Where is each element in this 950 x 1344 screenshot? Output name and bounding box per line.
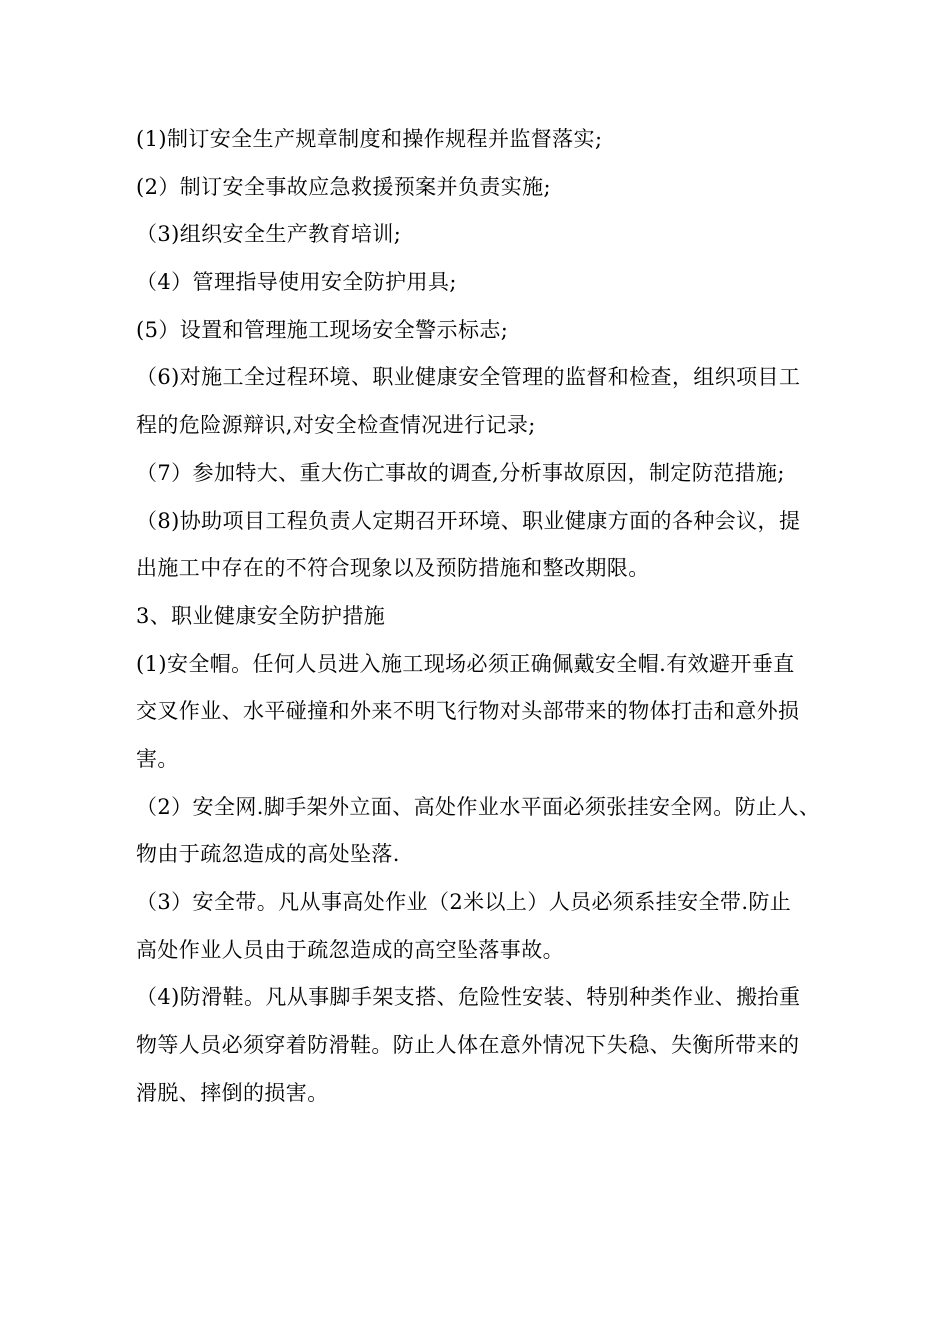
document-page (136, 116, 896, 1117)
measure-1-line-2: 交叉作业、水平碰撞和外来不明飞行物对头部带来的物体打击和意外损 (136, 699, 800, 724)
measure-2-line-2: 物由于疏忽造成的高处坠落. (136, 842, 400, 867)
measure-1-line-1: (1)安全帽。任何人员进入施工现场必须正确佩戴安全帽.有效避开垂直 (136, 651, 795, 676)
measure-3-line-2: 高处作业人员由于疏忽造成的高空坠落事故。 (136, 937, 564, 962)
measure-4-line-3: 滑脱、摔倒的损害。 (136, 1080, 329, 1105)
duty-item-2: (2）制订安全事故应急救援预案并负责实施; (136, 174, 552, 199)
duty-item-3: （3)组织安全生产教育培训; (136, 222, 402, 247)
duty-item-5: (5）设置和管理施工现场安全警示标志; (136, 317, 509, 342)
duty-item-7: （7）参加特大、重大伤亡事故的调查,分析事故原因，制定防范措施; (136, 460, 785, 485)
duty-item-8-line-2: 出施工中存在的不符合现象以及预防措施和整改期限。 (136, 556, 650, 581)
measure-2-line-1: （2）安全网.脚手架外立面、高处作业水平面必须张挂安全网。防止人、 (136, 794, 821, 819)
measure-4-line-1: （4)防滑鞋。凡从事脚手架支搭、危险性安装、特别种类作业、搬抬重 (136, 985, 801, 1010)
duty-item-6-line-2: 程的危险源辩识,对安全检查情况进行记录; (136, 413, 536, 438)
measure-1-line-3: 害。 (136, 746, 179, 771)
measure-4-line-2: 物等人员必须穿着防滑鞋。防止人体在意外情况下失稳、失衡所带来的 (136, 1033, 800, 1058)
duty-item-4: （4）管理指导使用安全防护用具; (136, 270, 457, 295)
duty-item-1: (1)制订安全生产规章制度和操作规程并监督落实; (136, 127, 603, 151)
duty-item-8-line-1: （8)协助项目工程负责人定期召开环境、职业健康方面的各种会议，提 (136, 508, 801, 533)
section-heading: 3、职业健康安全防护措施 (136, 603, 386, 628)
measure-3-line-1: （3）安全带。凡从事高处作业（2米以上）人员必须系挂安全带.防止 (136, 890, 792, 914)
duty-item-6-line-1: （6)对施工全过程环境、职业健康安全管理的监督和检查，组织项目工 (136, 365, 801, 390)
